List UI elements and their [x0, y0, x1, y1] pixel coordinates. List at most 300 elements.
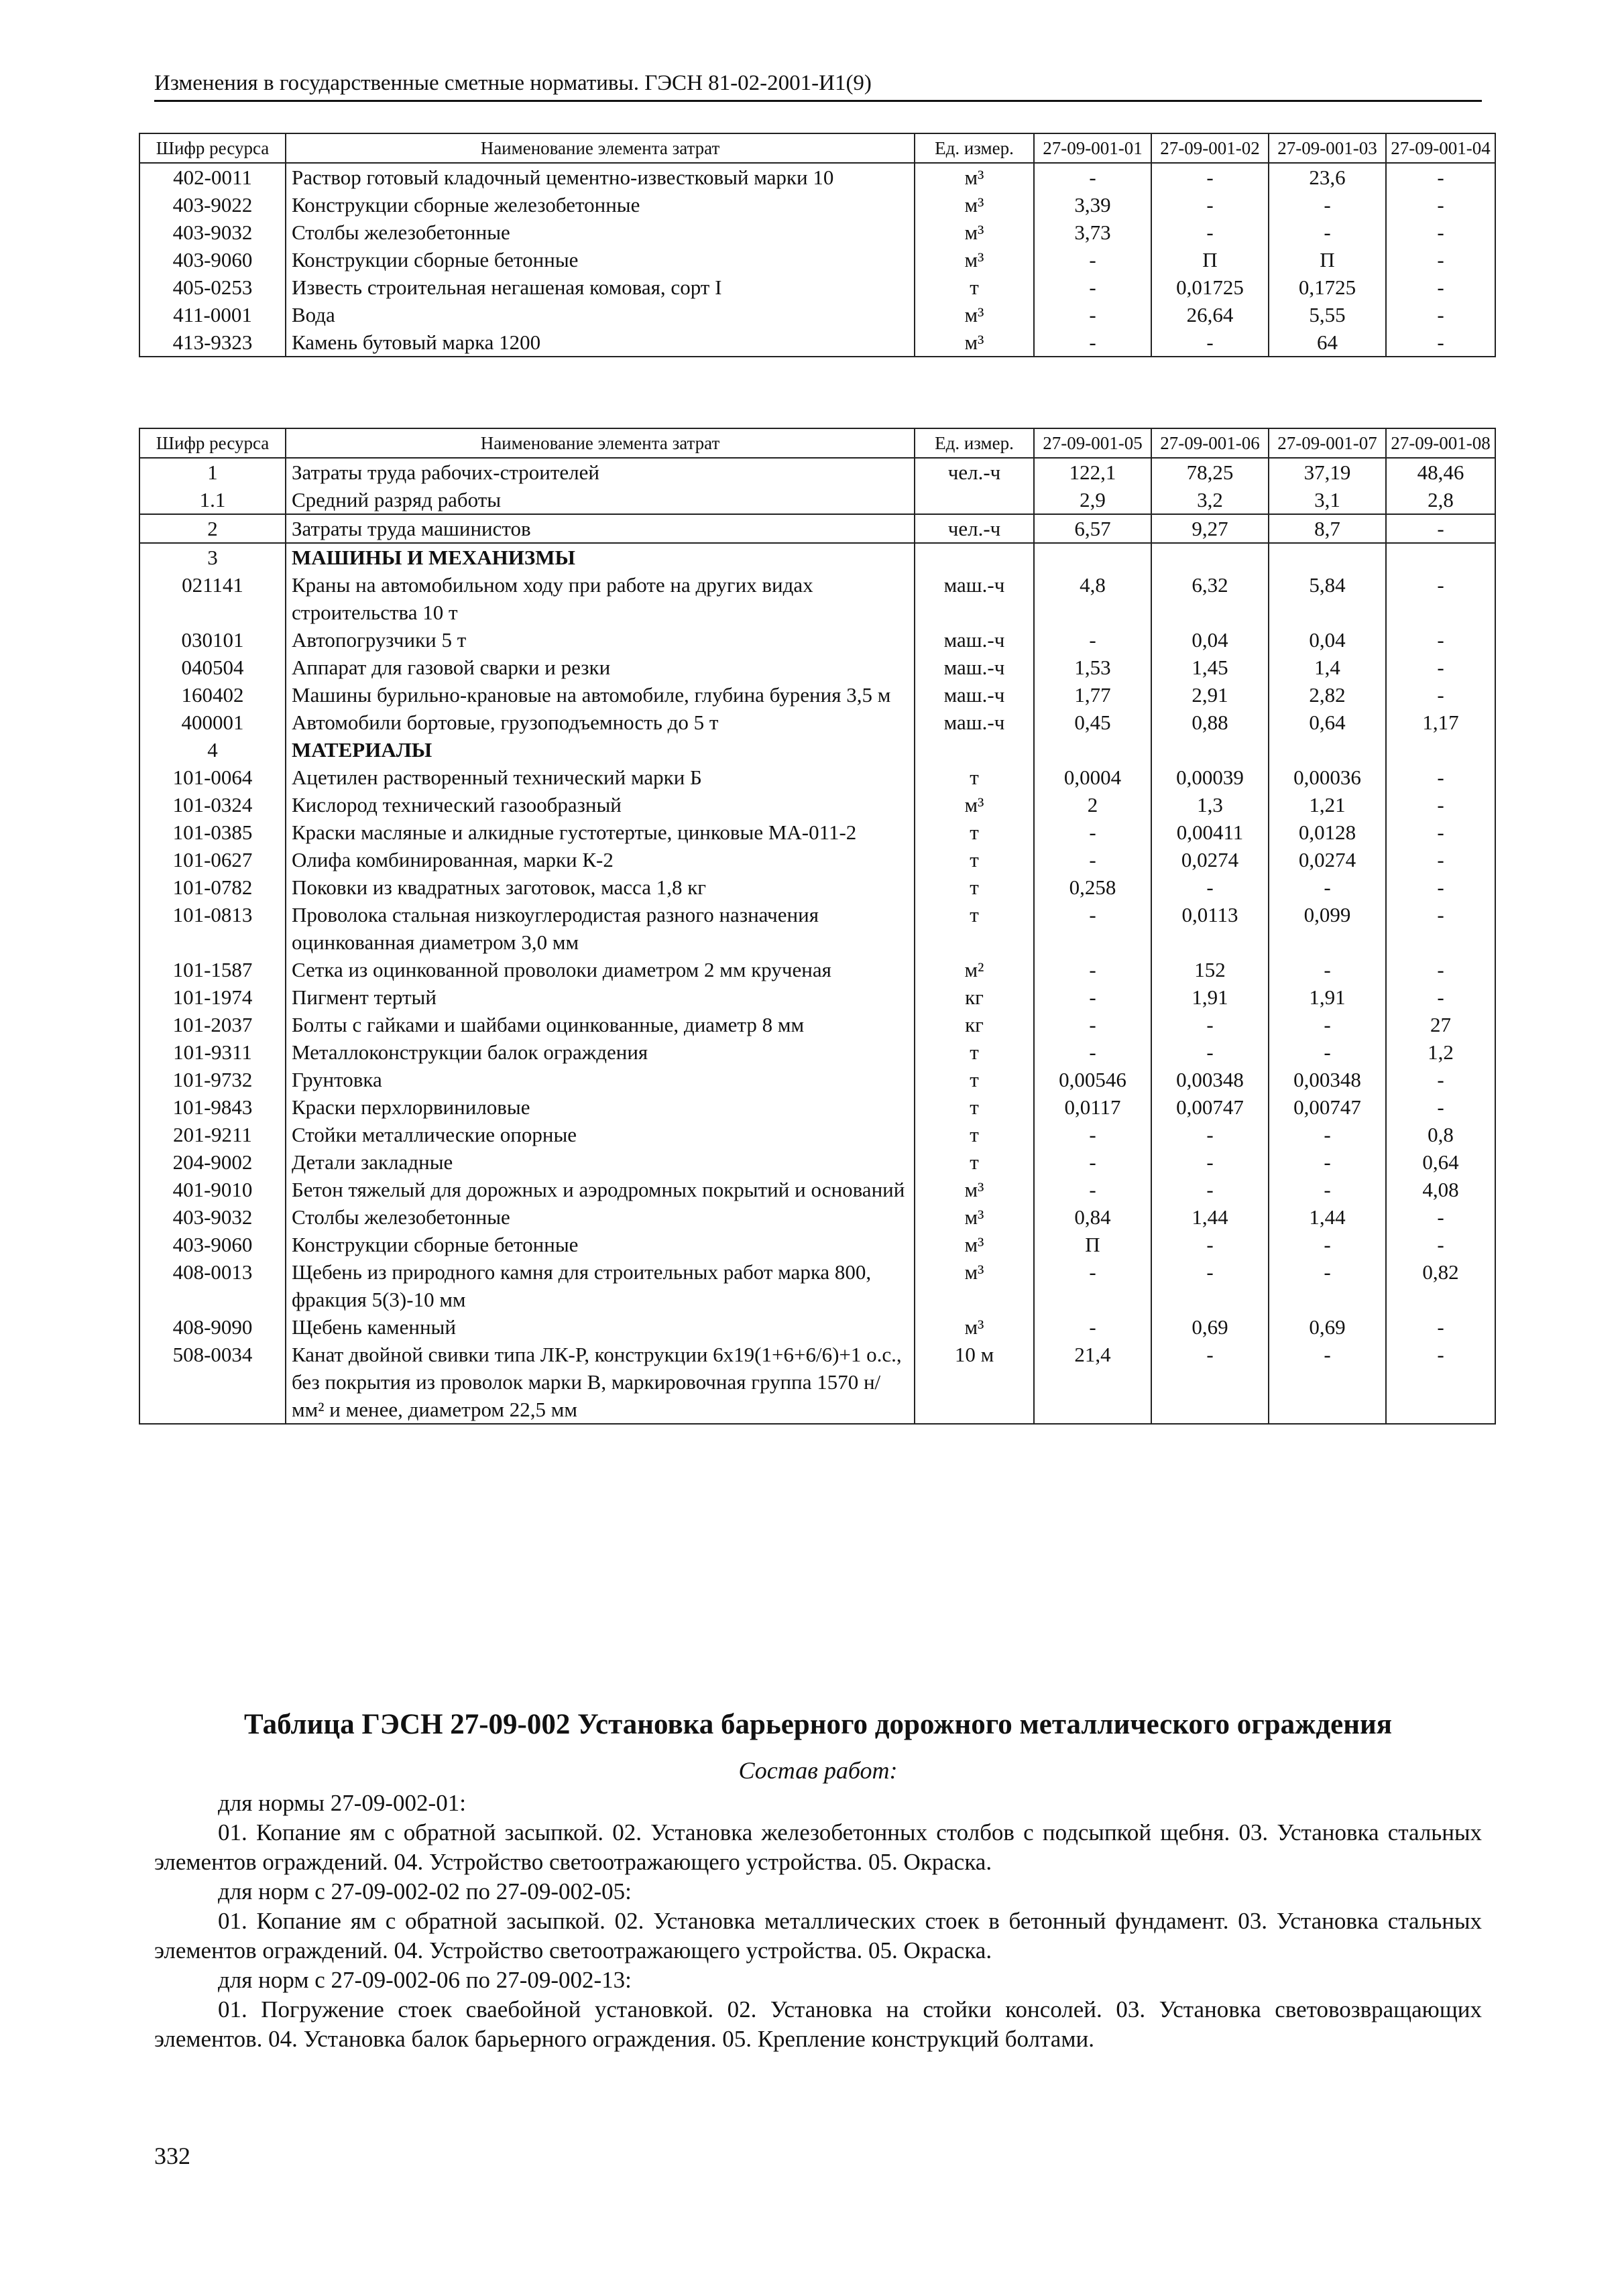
cell-code: 403-9032: [139, 219, 286, 246]
cell-value: 1,17: [1386, 709, 1495, 736]
cell-value: 9,27: [1151, 514, 1269, 543]
cell-value: -: [1034, 328, 1151, 357]
cell-code: 201-9211: [139, 1121, 286, 1148]
cell-value: -: [1386, 1341, 1495, 1424]
cell-value: [1386, 543, 1495, 571]
cell-value: 0,00348: [1151, 1066, 1269, 1093]
cell-value: -: [1151, 1038, 1269, 1066]
cell-value: 0,099: [1269, 901, 1386, 956]
cell-value: 0,1725: [1269, 274, 1386, 301]
header-col-08: 27-09-001-08: [1386, 428, 1495, 458]
cell-name: Камень бутовый марка 1200: [286, 328, 915, 357]
cell-code: 405-0253: [139, 274, 286, 301]
cell-value: -: [1269, 1121, 1386, 1148]
cell-code: 101-9732: [139, 1066, 286, 1093]
table-row: [139, 163, 1495, 191]
cell-value: 1,91: [1151, 983, 1269, 1011]
cell-value: -: [1269, 1038, 1386, 1066]
cell-value: [1269, 736, 1386, 764]
table-row: [139, 1313, 1495, 1341]
table-row: [139, 1066, 1495, 1093]
cell-value: -: [1269, 1011, 1386, 1038]
cell-value: -: [1386, 1093, 1495, 1121]
cell-unit: м³: [915, 246, 1034, 274]
cell-code: 4: [139, 736, 286, 764]
norm-paragraph-3: 01. Погружение стоек сваебойной установкой. 02. Установка на стойки консолей. 03. Установка световозвращающих элементов. 04. Установка балок барьерного ограждения. 05. Крепление конструкций болтами.: [154, 1996, 1482, 2052]
cell-code: 3: [139, 543, 286, 571]
cell-code: 101-9843: [139, 1093, 286, 1121]
cell-code: 101-0782: [139, 873, 286, 901]
cell-unit: т: [915, 764, 1034, 791]
cell-value: 122,1: [1034, 458, 1151, 486]
cell-value: 5,84: [1269, 571, 1386, 626]
header-code: Шифр ресурса: [139, 428, 286, 458]
cell-value: -: [1269, 1176, 1386, 1203]
cell-value: 1,91: [1269, 983, 1386, 1011]
cell-value: 0,69: [1269, 1313, 1386, 1341]
table-row: [139, 1148, 1495, 1176]
cell-value: 0,64: [1269, 709, 1386, 736]
cell-value: -: [1151, 191, 1269, 219]
cell-value: 1,21: [1269, 791, 1386, 819]
cell-value: 21,4: [1034, 1341, 1151, 1424]
cell-name: Аппарат для газовой сварки и резки: [286, 654, 915, 681]
cell-value: 0,88: [1151, 709, 1269, 736]
cell-name: Пигмент тертый: [286, 983, 915, 1011]
cell-value: 1,45: [1151, 654, 1269, 681]
section-subtitle: Состав работ:: [738, 1757, 898, 1784]
cell-name: Вода: [286, 301, 915, 328]
cell-code: 401-9010: [139, 1176, 286, 1203]
cell-value: 1,4: [1269, 654, 1386, 681]
cell-value: -: [1034, 163, 1151, 191]
cell-unit: маш.-ч: [915, 709, 1034, 736]
cell-unit: [915, 736, 1034, 764]
cell-code: 411-0001: [139, 301, 286, 328]
cell-value: -: [1386, 328, 1495, 357]
cell-unit: т: [915, 873, 1034, 901]
table-row: [139, 458, 1495, 486]
cell-name: Краски перхлорвиниловые: [286, 1093, 915, 1121]
page-number: 332: [154, 2142, 190, 2169]
cell-value: -: [1151, 873, 1269, 901]
cell-value: -: [1269, 1148, 1386, 1176]
cell-unit: т: [915, 1038, 1034, 1066]
table-row: [139, 514, 1495, 543]
cell-unit: чел.-ч: [915, 514, 1034, 543]
cell-value: 0,0004: [1034, 764, 1151, 791]
header-unit: Ед. измер.: [915, 428, 1034, 458]
header-col-02: 27-09-001-02: [1151, 133, 1269, 163]
cell-code: 101-0064: [139, 764, 286, 791]
cell-value: -: [1386, 1203, 1495, 1231]
cell-code: 030101: [139, 626, 286, 654]
cell-name: Средний разряд работы: [286, 486, 915, 514]
cell-code: 101-1587: [139, 956, 286, 983]
cell-code: 403-9022: [139, 191, 286, 219]
cell-unit: т: [915, 274, 1034, 301]
cell-code: 021141: [139, 571, 286, 626]
cell-value: 0,00039: [1151, 764, 1269, 791]
cell-name: Кислород технический газообразный: [286, 791, 915, 819]
cell-name: Канат двойной свивки типа ЛК-Р, конструкции 6х19(1+6+6/6)+1 о.с., без покрытия из проволок марки В, маркировочная группа 1570 н/мм² и менее, диаметром 22,5 мм: [286, 1341, 915, 1424]
cell-code: 403-9032: [139, 1203, 286, 1231]
cell-value: 0,0274: [1269, 846, 1386, 873]
table-row: [139, 791, 1495, 819]
table-row: [139, 983, 1495, 1011]
cell-name: Краны на автомобильном ходу при работе на других видах строительства 10 т: [286, 571, 915, 626]
cell-value: 0,00348: [1269, 1066, 1386, 1093]
cell-unit: т: [915, 819, 1034, 846]
cell-code: 101-0813: [139, 901, 286, 956]
table-row: [139, 191, 1495, 219]
cell-value: 5,55: [1269, 301, 1386, 328]
cell-code: 400001: [139, 709, 286, 736]
cell-unit: м³: [915, 191, 1034, 219]
cell-value: 23,6: [1269, 163, 1386, 191]
cell-value: -: [1386, 571, 1495, 626]
header-col-01: 27-09-001-01: [1034, 133, 1151, 163]
cell-value: 0,84: [1034, 1203, 1151, 1231]
cell-value: 2,82: [1269, 681, 1386, 709]
cell-value: П: [1034, 1231, 1151, 1258]
cell-value: 0,45: [1034, 709, 1151, 736]
cell-value: -: [1386, 654, 1495, 681]
cell-value: 0,00747: [1151, 1093, 1269, 1121]
cell-name: Автопогрузчики 5 т: [286, 626, 915, 654]
cell-value: -: [1386, 274, 1495, 301]
norm-paragraph-2: 01. Копание ям с обратной засыпкой. 02. Установка металлических стоек в бетонный фундамент. 03. Установка стальных элементов ограждений. 04. Устройство светоотражающего устройства. 05. Окраска.: [154, 1908, 1482, 1963]
cell-unit: т: [915, 846, 1034, 873]
cell-value: -: [1269, 873, 1386, 901]
cell-unit: 10 м: [915, 1341, 1034, 1424]
cell-value: 0,64: [1386, 1148, 1495, 1176]
header-name: Наименование элемента затрат: [286, 428, 915, 458]
cell-unit: м³: [915, 1313, 1034, 1341]
cell-value: -: [1386, 1066, 1495, 1093]
cell-value: -: [1034, 819, 1151, 846]
table-row: [139, 626, 1495, 654]
cell-value: -: [1034, 1038, 1151, 1066]
cell-name: Металлоконструкции балок ограждения: [286, 1038, 915, 1066]
cell-value: -: [1151, 1341, 1269, 1424]
cell-unit: м³: [915, 1258, 1034, 1313]
cell-value: -: [1034, 846, 1151, 873]
cell-name: Машины бурильно-крановые на автомобиле, глубина бурения 3,5 м: [286, 681, 915, 709]
cell-value: 8,7: [1269, 514, 1386, 543]
cell-value: -: [1386, 163, 1495, 191]
cell-value: -: [1386, 246, 1495, 274]
cell-value: 0,0117: [1034, 1093, 1151, 1121]
cell-unit: м³: [915, 163, 1034, 191]
cell-value: -: [1269, 219, 1386, 246]
cell-code: 040504: [139, 654, 286, 681]
cell-value: 26,64: [1151, 301, 1269, 328]
cell-value: 1,44: [1269, 1203, 1386, 1231]
cell-unit: м³: [915, 1231, 1034, 1258]
cell-value: 3,2: [1151, 486, 1269, 514]
cell-value: -: [1151, 1258, 1269, 1313]
cell-unit: м³: [915, 1176, 1034, 1203]
cell-value: -: [1269, 956, 1386, 983]
cell-code: 2: [139, 514, 286, 543]
header-col-07: 27-09-001-07: [1269, 428, 1386, 458]
cell-value: -: [1386, 901, 1495, 956]
table-body: [139, 163, 1495, 357]
cell-code: 101-1974: [139, 983, 286, 1011]
cell-value: -: [1034, 1258, 1151, 1313]
cell-value: 2: [1034, 791, 1151, 819]
cell-value: 3,73: [1034, 219, 1151, 246]
cell-unit: м²: [915, 956, 1034, 983]
cell-value: -: [1034, 983, 1151, 1011]
cell-name: Болты с гайками и шайбами оцинкованные, диаметр 8 мм: [286, 1011, 915, 1038]
cell-value: 0,0274: [1151, 846, 1269, 873]
table-row: [139, 246, 1495, 274]
table-row: [139, 1176, 1495, 1203]
cell-name: Бетон тяжелый для дорожных и аэродромных покрытий и оснований: [286, 1176, 915, 1203]
section-title: Таблица ГЭСН 27-09-002 Установка барьерного дорожного металлического ограждения: [243, 1709, 1393, 1740]
cell-value: -: [1386, 791, 1495, 819]
cell-unit: чел.-ч: [915, 458, 1034, 486]
norm-label-3: для норм с 27-09-002-06 по 27-09-002-13:: [218, 1967, 632, 1993]
cell-name: Затраты труда машинистов: [286, 514, 915, 543]
header-unit: Ед. измер.: [915, 133, 1034, 163]
cell-unit: маш.-ч: [915, 654, 1034, 681]
table-row: [139, 1203, 1495, 1231]
cell-code: 204-9002: [139, 1148, 286, 1176]
cell-unit: м³: [915, 328, 1034, 357]
cell-name: Столбы железобетонные: [286, 1203, 915, 1231]
cell-name: Автомобили бортовые, грузоподъемность до 5 т: [286, 709, 915, 736]
cell-value: 0,69: [1151, 1313, 1269, 1341]
table-row: [139, 1231, 1495, 1258]
cell-value: -: [1151, 1176, 1269, 1203]
cell-value: -: [1034, 246, 1151, 274]
cell-value: 78,25: [1151, 458, 1269, 486]
cell-value: -: [1034, 626, 1151, 654]
table-row: [139, 1011, 1495, 1038]
cell-unit: т: [915, 1066, 1034, 1093]
cell-code: 413-9323: [139, 328, 286, 357]
cell-code: 1: [139, 458, 286, 486]
table-row: [139, 1121, 1495, 1148]
cell-value: 2,91: [1151, 681, 1269, 709]
cell-value: 0,0113: [1151, 901, 1269, 956]
cell-unit: м³: [915, 791, 1034, 819]
table-row: [139, 846, 1495, 873]
cell-unit: [915, 486, 1034, 514]
cell-value: 0,0128: [1269, 819, 1386, 846]
cell-value: -: [1034, 1121, 1151, 1148]
cell-value: -: [1269, 1231, 1386, 1258]
cell-name: Столбы железобетонные: [286, 219, 915, 246]
cell-value: 0,00546: [1034, 1066, 1151, 1093]
header-col-03: 27-09-001-03: [1269, 133, 1386, 163]
table-row: [139, 328, 1495, 357]
work-composition: [154, 1789, 1482, 2054]
table-row: [139, 956, 1495, 983]
cell-unit: т: [915, 1093, 1034, 1121]
cell-value: [1034, 543, 1151, 571]
cell-value: 1,3: [1151, 791, 1269, 819]
cell-unit: м³: [915, 1203, 1034, 1231]
table-row: [139, 764, 1495, 791]
cell-value: -: [1034, 956, 1151, 983]
cell-code: 408-9090: [139, 1313, 286, 1341]
cell-code: 403-9060: [139, 246, 286, 274]
cell-name: Конструкции сборные бетонные: [286, 246, 915, 274]
table-row: [139, 1258, 1495, 1313]
cell-value: -: [1386, 514, 1495, 543]
header-name: Наименование элемента затрат: [286, 133, 915, 163]
cell-unit: т: [915, 1121, 1034, 1148]
cell-name: Детали закладные: [286, 1148, 915, 1176]
cell-value: 0,82: [1386, 1258, 1495, 1313]
cell-value: -: [1386, 1313, 1495, 1341]
cell-value: -: [1034, 901, 1151, 956]
cell-code: 101-0324: [139, 791, 286, 819]
resource-table-1: [139, 133, 1496, 357]
cell-value: 27: [1386, 1011, 1495, 1038]
cell-value: -: [1386, 626, 1495, 654]
cell-name: Конструкции сборные железобетонные: [286, 191, 915, 219]
cell-unit: кг: [915, 983, 1034, 1011]
cell-code: 402-0011: [139, 163, 286, 191]
cell-value: 4,08: [1386, 1176, 1495, 1203]
norm-paragraph-1: 01. Копание ям с обратной засыпкой. 02. Установка железобетонных столбов с подсыпкой щебня. 03. Установка стальных элементов ограждений. 04. Устройство светоотражающего устройства. 05. Окраска.: [154, 1819, 1482, 1875]
cell-value: -: [1386, 219, 1495, 246]
table-body: [139, 458, 1495, 1424]
norm-label-1: для нормы 27-09-002-01:: [218, 1790, 466, 1816]
table-row: [139, 654, 1495, 681]
cell-value: -: [1386, 873, 1495, 901]
cell-name: Олифа комбинированная, марки К-2: [286, 846, 915, 873]
cell-name: Ацетилен растворенный технический марки Б: [286, 764, 915, 791]
cell-value: -: [1269, 1258, 1386, 1313]
cell-unit: маш.-ч: [915, 626, 1034, 654]
cell-value: 152: [1151, 956, 1269, 983]
cell-value: -: [1034, 1313, 1151, 1341]
cell-name: МАШИНЫ И МЕХАНИЗМЫ: [286, 543, 915, 571]
cell-unit: маш.-ч: [915, 571, 1034, 626]
cell-value: -: [1386, 1231, 1495, 1258]
cell-code: 101-0385: [139, 819, 286, 846]
cell-value: 2,8: [1386, 486, 1495, 514]
cell-value: -: [1386, 819, 1495, 846]
cell-value: -: [1034, 274, 1151, 301]
cell-code: 1.1: [139, 486, 286, 514]
cell-unit: кг: [915, 1011, 1034, 1038]
cell-value: 2,9: [1034, 486, 1151, 514]
table-row: [139, 1038, 1495, 1066]
cell-value: -: [1034, 1148, 1151, 1176]
cell-value: 0,00747: [1269, 1093, 1386, 1121]
cell-value: 6,32: [1151, 571, 1269, 626]
cell-value: 0,00036: [1269, 764, 1386, 791]
cell-value: 0,00411: [1151, 819, 1269, 846]
cell-value: 64: [1269, 328, 1386, 357]
header-col-05: 27-09-001-05: [1034, 428, 1151, 458]
cell-value: -: [1151, 1231, 1269, 1258]
header-col-06: 27-09-001-06: [1151, 428, 1269, 458]
cell-value: -: [1151, 1121, 1269, 1148]
cell-value: -: [1151, 163, 1269, 191]
table-row: [139, 681, 1495, 709]
cell-value: 48,46: [1386, 458, 1495, 486]
table-row: [139, 274, 1495, 301]
cell-value: [1151, 736, 1269, 764]
cell-value: -: [1151, 328, 1269, 357]
cell-code: 508-0034: [139, 1341, 286, 1424]
cell-value: 0,8: [1386, 1121, 1495, 1148]
header-code: Шифр ресурса: [139, 133, 286, 163]
cell-value: 37,19: [1269, 458, 1386, 486]
cell-value: -: [1034, 301, 1151, 328]
cell-name: Стойки металлические опорные: [286, 1121, 915, 1148]
cell-value: [1034, 736, 1151, 764]
cell-value: -: [1386, 956, 1495, 983]
table-row: [139, 819, 1495, 846]
cell-value: 1,77: [1034, 681, 1151, 709]
cell-name: Поковки из квадратных заготовок, масса 1,8 кг: [286, 873, 915, 901]
cell-name: Проволока стальная низкоуглеродистая разного назначения оцинкованная диаметром 3,0 мм: [286, 901, 915, 956]
cell-value: -: [1034, 1011, 1151, 1038]
table-row: [139, 219, 1495, 246]
cell-value: -: [1386, 764, 1495, 791]
cell-code: 408-0013: [139, 1258, 286, 1313]
cell-value: 1,2: [1386, 1038, 1495, 1066]
cell-code: 101-2037: [139, 1011, 286, 1038]
table-header-row: [139, 428, 1495, 458]
table-row: [139, 486, 1495, 514]
cell-value: П: [1269, 246, 1386, 274]
cell-unit: м³: [915, 301, 1034, 328]
resource-table-2: [139, 428, 1496, 1425]
cell-name: Раствор готовый кладочный цементно-известковый марки 10: [286, 163, 915, 191]
cell-value: -: [1151, 1011, 1269, 1038]
table-header-row: [139, 133, 1495, 163]
cell-value: 3,39: [1034, 191, 1151, 219]
cell-value: 0,01725: [1151, 274, 1269, 301]
cell-value: -: [1386, 983, 1495, 1011]
norm-label-2: для норм с 27-09-002-02 по 27-09-002-05:: [218, 1878, 632, 1905]
cell-unit: т: [915, 901, 1034, 956]
cell-unit: т: [915, 1148, 1034, 1176]
cell-unit: [915, 543, 1034, 571]
cell-code: 101-0627: [139, 846, 286, 873]
cell-value: -: [1386, 301, 1495, 328]
cell-code: 160402: [139, 681, 286, 709]
table-row: [139, 571, 1495, 626]
cell-name: Грунтовка: [286, 1066, 915, 1093]
cell-value: -: [1151, 219, 1269, 246]
cell-value: 0,258: [1034, 873, 1151, 901]
running-header: Изменения в государственные сметные нормативы. ГЭСН 81-02-2001-И1(9): [154, 71, 1482, 102]
cell-value: -: [1034, 1176, 1151, 1203]
cell-value: [1151, 543, 1269, 571]
cell-value: 0,04: [1151, 626, 1269, 654]
cell-code: 403-9060: [139, 1231, 286, 1258]
cell-name: Щебень каменный: [286, 1313, 915, 1341]
cell-value: 1,44: [1151, 1203, 1269, 1231]
cell-value: 1,53: [1034, 654, 1151, 681]
cell-value: [1269, 543, 1386, 571]
cell-value: -: [1269, 191, 1386, 219]
cell-unit: маш.-ч: [915, 681, 1034, 709]
cell-value: -: [1386, 191, 1495, 219]
cell-value: -: [1269, 1341, 1386, 1424]
